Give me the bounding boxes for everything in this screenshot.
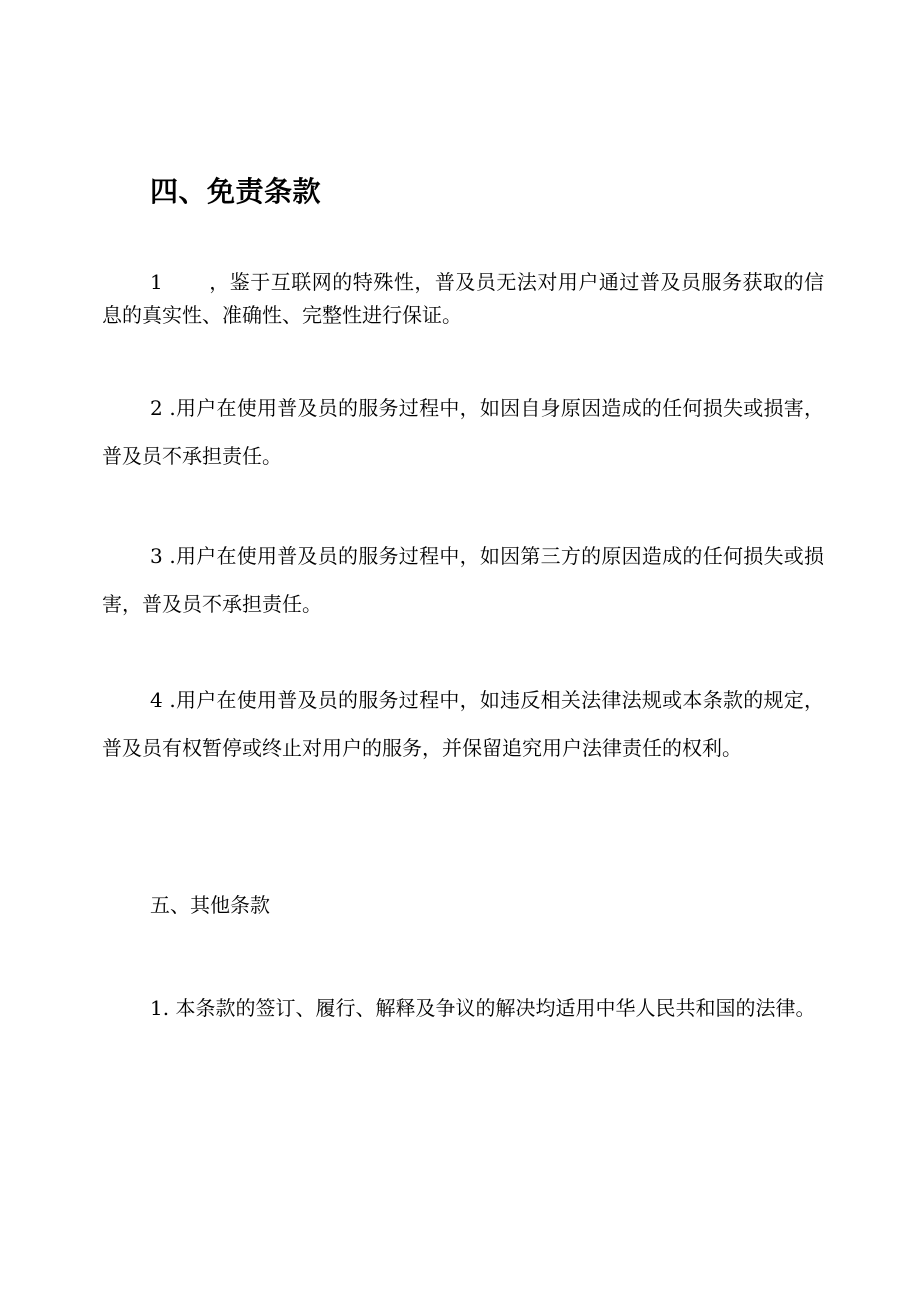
item-number: 1 xyxy=(150,270,163,294)
section-5-heading: 五、其他条款 xyxy=(150,893,270,917)
section-5-item-1: 1. 本条款的签订、履行、解释及争议的解决均适用中华人民共和国的法律。 xyxy=(150,996,816,1020)
item-text: ，鉴于互联网的特殊性，普及员无法对用户通过普及员服务获取的信息的真实性、准确性、完整性进行保证。 xyxy=(102,270,824,327)
section-4-item-2: 2 .用户在使用普及员的服务过程中，如因自身原因造成的任何损失或损害，普及员不承担责任。 xyxy=(102,396,824,468)
section-4-item-4: 4 .用户在使用普及员的服务过程中，如违反相关法律法规或本条款的规定，普及员有权暂停或终止对用户的服务，并保留追究用户法律责任的权利。 xyxy=(102,688,824,760)
section-4-heading: 四、免责条款 xyxy=(150,175,322,208)
section-4-item-3: 3 .用户在使用普及员的服务过程中，如因第三方的原因造成的任何损失或损害，普及员不承担责任。 xyxy=(102,544,824,616)
section-4-item-1 xyxy=(102,266,824,332)
